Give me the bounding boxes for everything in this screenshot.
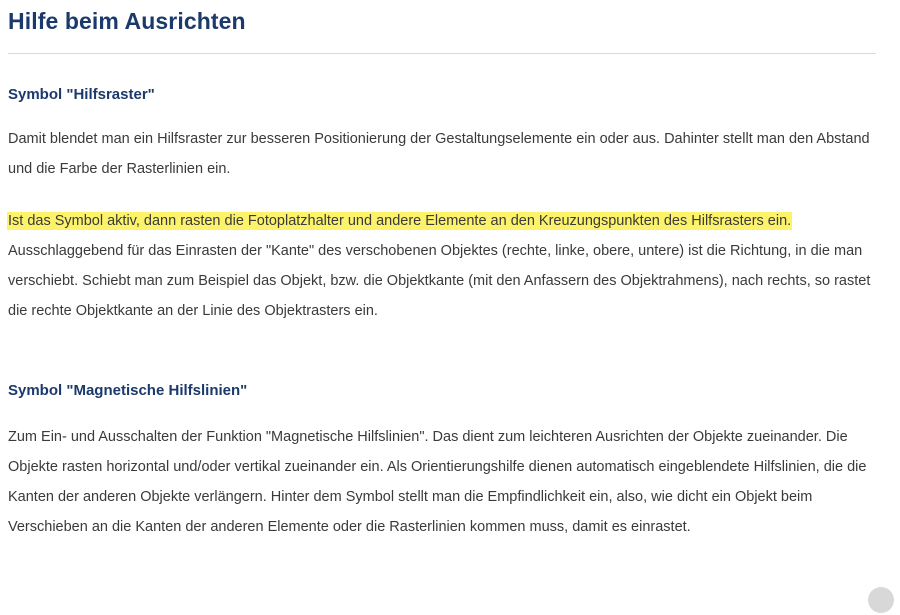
highlighted-text: Ist das Symbol aktiv, dann rasten die Fotoplatzhalter und andere Elemente an den Kreuzungspunkten des Hilfsrasters ein. xyxy=(8,213,792,229)
scroll-thumb[interactable] xyxy=(868,587,894,613)
section-hilfsraster-paragraph-2-rest: Ausschlaggebend für das Einrasten der "Kante" des verschobenen Objektes (rechte, linke, obere, untere) ist die Richtung, in die man verschiebt. Schiebt man zum Beispiel das Objekt, bzw. die Objektkante (mit den Anfassern des Objektrahmens), nach rechts, so rastet die rechte Objektkante an der Linie des Objektrasters ein. xyxy=(8,243,871,319)
section-heading-hilfsraster: Symbol "Hilfsraster" xyxy=(8,86,155,103)
title-divider xyxy=(8,53,876,54)
page-title: Hilfe beim Ausrichten xyxy=(8,8,246,34)
section-magnetische-hilfslinien-paragraph-1: Zum Ein- und Ausschalten der Funktion "Magnetische Hilfslinien". Das dient zum leichteren Ausrichten der Objekte zueinander. Die Objekte rasten horizontal und/oder vertikal zueinander ein. Als Orientierungshilfe dienen automatisch eingeblendete Hilfslinien, die die Kanten der anderen Objekte verlängern. Hinter dem Symbol stellt man die Empfindlichkeit ein, also, wie dicht ein Objekt beim Verschieben an die Kanten der anderen Elemente oder die Rasterlinien kommen muss, damit es einrastet. xyxy=(8,429,867,535)
section-hilfsraster-paragraph-1: Damit blendet man ein Hilfsraster zur besseren Positionierung der Gestaltungselemente ein oder aus. Dahinter stellt man den Abstand und die Farbe der Rasterlinien ein. xyxy=(8,131,870,177)
section-hilfsraster-paragraph-2 xyxy=(8,206,876,326)
section-heading-magnetische-hilfslinien: Symbol "Magnetische Hilfslinien" xyxy=(8,382,248,399)
